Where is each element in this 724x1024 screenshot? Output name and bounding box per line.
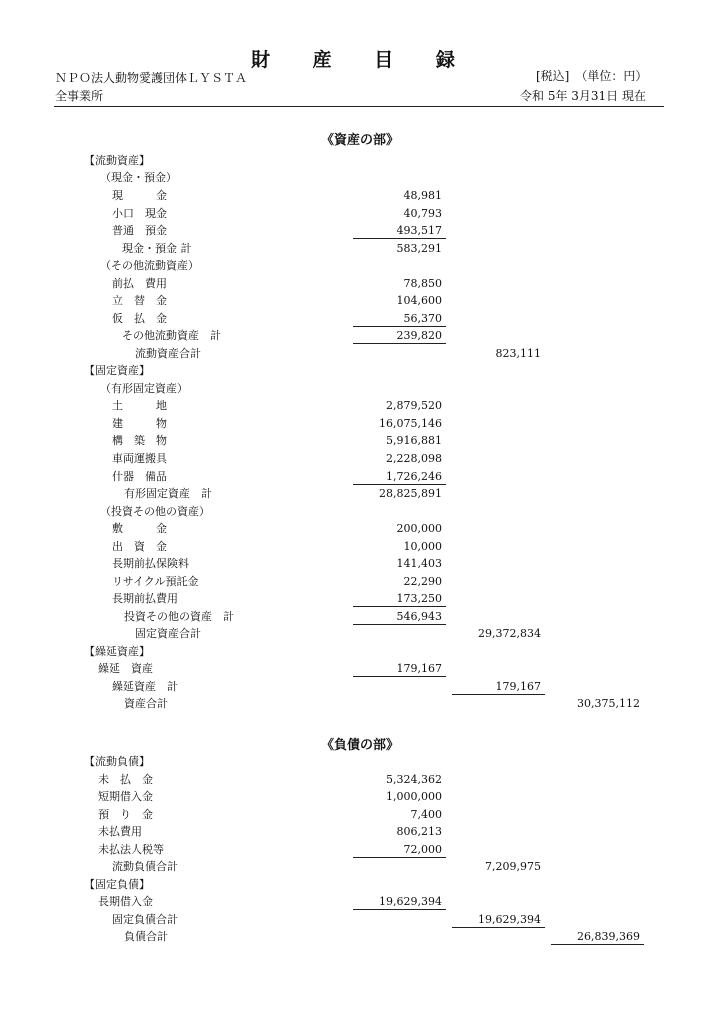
amount-col1: 493,517 (396, 224, 442, 237)
subtotal-underline (353, 343, 446, 344)
row-label: 長期前払費用 (112, 592, 178, 605)
row-label: 建 物 (112, 417, 167, 430)
amount-col1: 173,250 (396, 592, 442, 605)
row-label: （現金・預金） (100, 171, 177, 184)
row-label: 預 り 金 (98, 808, 153, 821)
amount-col1: 28,825,891 (379, 487, 442, 500)
row-label: 短期借入金 (98, 790, 153, 803)
row-label: 投資その他の資産 計 (124, 610, 234, 623)
row-label: （投資その他の資産） (100, 505, 210, 518)
row-label: 仮 払 金 (112, 312, 167, 325)
amount-col3: 30,375,112 (577, 697, 640, 710)
row-label: 繰延資産 計 (112, 680, 178, 693)
row-label: 立 替 金 (112, 294, 167, 307)
row-label: 【流動負債】 (84, 755, 150, 768)
amount-col1: 179,167 (396, 662, 442, 675)
row-label: 車両運搬具 (112, 452, 167, 465)
amount-col1: 806,213 (396, 825, 442, 838)
subtotal-underline (353, 909, 446, 910)
amount-col1: 78,850 (403, 277, 442, 290)
row-label: 有形固定資産 計 (124, 487, 212, 500)
row-label: リサイクル預託金 (112, 575, 199, 588)
row-label: 現金・預金 計 (122, 242, 192, 255)
amount-col2: 823,111 (495, 347, 541, 360)
row-label: 土 地 (112, 399, 167, 412)
row-label: 流動資産合計 (135, 347, 201, 360)
amount-col2: 29,372,834 (478, 627, 541, 640)
row-label: 【繰延資産】 (84, 645, 150, 658)
subtotal-underline (452, 694, 545, 695)
amount-col2: 7,209,975 (485, 860, 541, 873)
amount-col1: 5,916,881 (386, 434, 442, 447)
amount-col1: 2,879,520 (386, 399, 442, 412)
row-label: 未払法人税等 (98, 843, 164, 856)
subtotal-underline (551, 944, 644, 945)
amount-col1: 1,726,246 (386, 470, 442, 483)
subtotal-underline (353, 484, 446, 485)
amount-col1: 583,291 (396, 242, 442, 255)
row-label: 未払費用 (98, 825, 142, 838)
amount-col1: 1,000,000 (386, 790, 442, 803)
row-label: 資産合計 (124, 697, 168, 710)
row-label: （その他流動資産） (100, 259, 199, 272)
tax-unit-note: [税込] （単位：円） (536, 69, 648, 83)
amount-col3: 26,839,369 (577, 930, 640, 943)
row-label: 小口 現金 (112, 207, 167, 220)
row-label: 【固定資産】 (84, 364, 150, 377)
amount-col1: 40,793 (403, 207, 442, 220)
subtotal-underline (353, 238, 446, 239)
subtotal-underline (353, 676, 446, 677)
row-label: 長期借入金 (98, 895, 153, 908)
amount-col1: 2,228,098 (386, 452, 442, 465)
subtotal-underline (452, 927, 545, 928)
amount-col1: 48,981 (403, 189, 442, 202)
organization-name: ＮＰＯ法人動物愛護団体ＬＹＳＴＡ (55, 71, 248, 85)
row-label: 長期前払保険料 (112, 557, 189, 570)
amount-col1: 546,943 (396, 610, 442, 623)
subtotal-underline (353, 624, 446, 625)
scope-label: 全事業所 (55, 89, 104, 103)
row-label: （有形固定資産） (100, 382, 188, 395)
amount-col1: 141,403 (396, 557, 442, 570)
row-label: 【固定負債】 (84, 878, 150, 891)
amount-col1: 104,600 (396, 294, 442, 307)
row-label: 敷 金 (112, 522, 167, 535)
row-label: 固定負債合計 (112, 913, 178, 926)
row-label: 前払 費用 (112, 277, 167, 290)
subtotal-underline (353, 857, 446, 858)
amount-col1: 5,324,362 (386, 773, 442, 786)
document-title: 財 産 目 録 (251, 49, 473, 71)
amount-col1: 16,075,146 (379, 417, 442, 430)
liabilities-section-header: 《負債の部》 (321, 738, 400, 753)
row-label: 【流動資産】 (84, 154, 150, 167)
amount-col1: 22,290 (403, 575, 442, 588)
amount-col1: 239,820 (396, 329, 442, 342)
amount-col2: 19,629,394 (478, 913, 541, 926)
row-label: 普通 預金 (112, 224, 167, 237)
row-label: その他流動資産 計 (122, 329, 221, 342)
subtotal-underline (353, 606, 446, 607)
amount-col1: 56,370 (403, 312, 442, 325)
amount-col2: 179,167 (495, 680, 541, 693)
row-label: 未 払 金 (98, 773, 153, 786)
row-label: 現 金 (112, 189, 167, 202)
row-label: 什器 備品 (112, 470, 167, 483)
amount-col1: 200,000 (396, 522, 442, 535)
row-label: 負債合計 (124, 930, 168, 943)
as-of-date: 令和 5年 3月31日 現在 (520, 89, 646, 103)
row-label: 構 築 物 (112, 434, 167, 447)
row-label: 固定資産合計 (135, 627, 201, 640)
amount-col1: 72,000 (403, 843, 442, 856)
amount-col1: 19,629,394 (379, 895, 442, 908)
amount-col1: 7,400 (410, 808, 442, 821)
row-label: 出 資 金 (112, 540, 167, 553)
header-rule (54, 106, 664, 107)
subtotal-underline (353, 326, 446, 327)
row-label: 流動負債合計 (112, 860, 178, 873)
amount-col1: 10,000 (403, 540, 442, 553)
assets-section-header: 《資産の部》 (321, 133, 400, 148)
row-label: 繰延 資産 (98, 662, 153, 675)
